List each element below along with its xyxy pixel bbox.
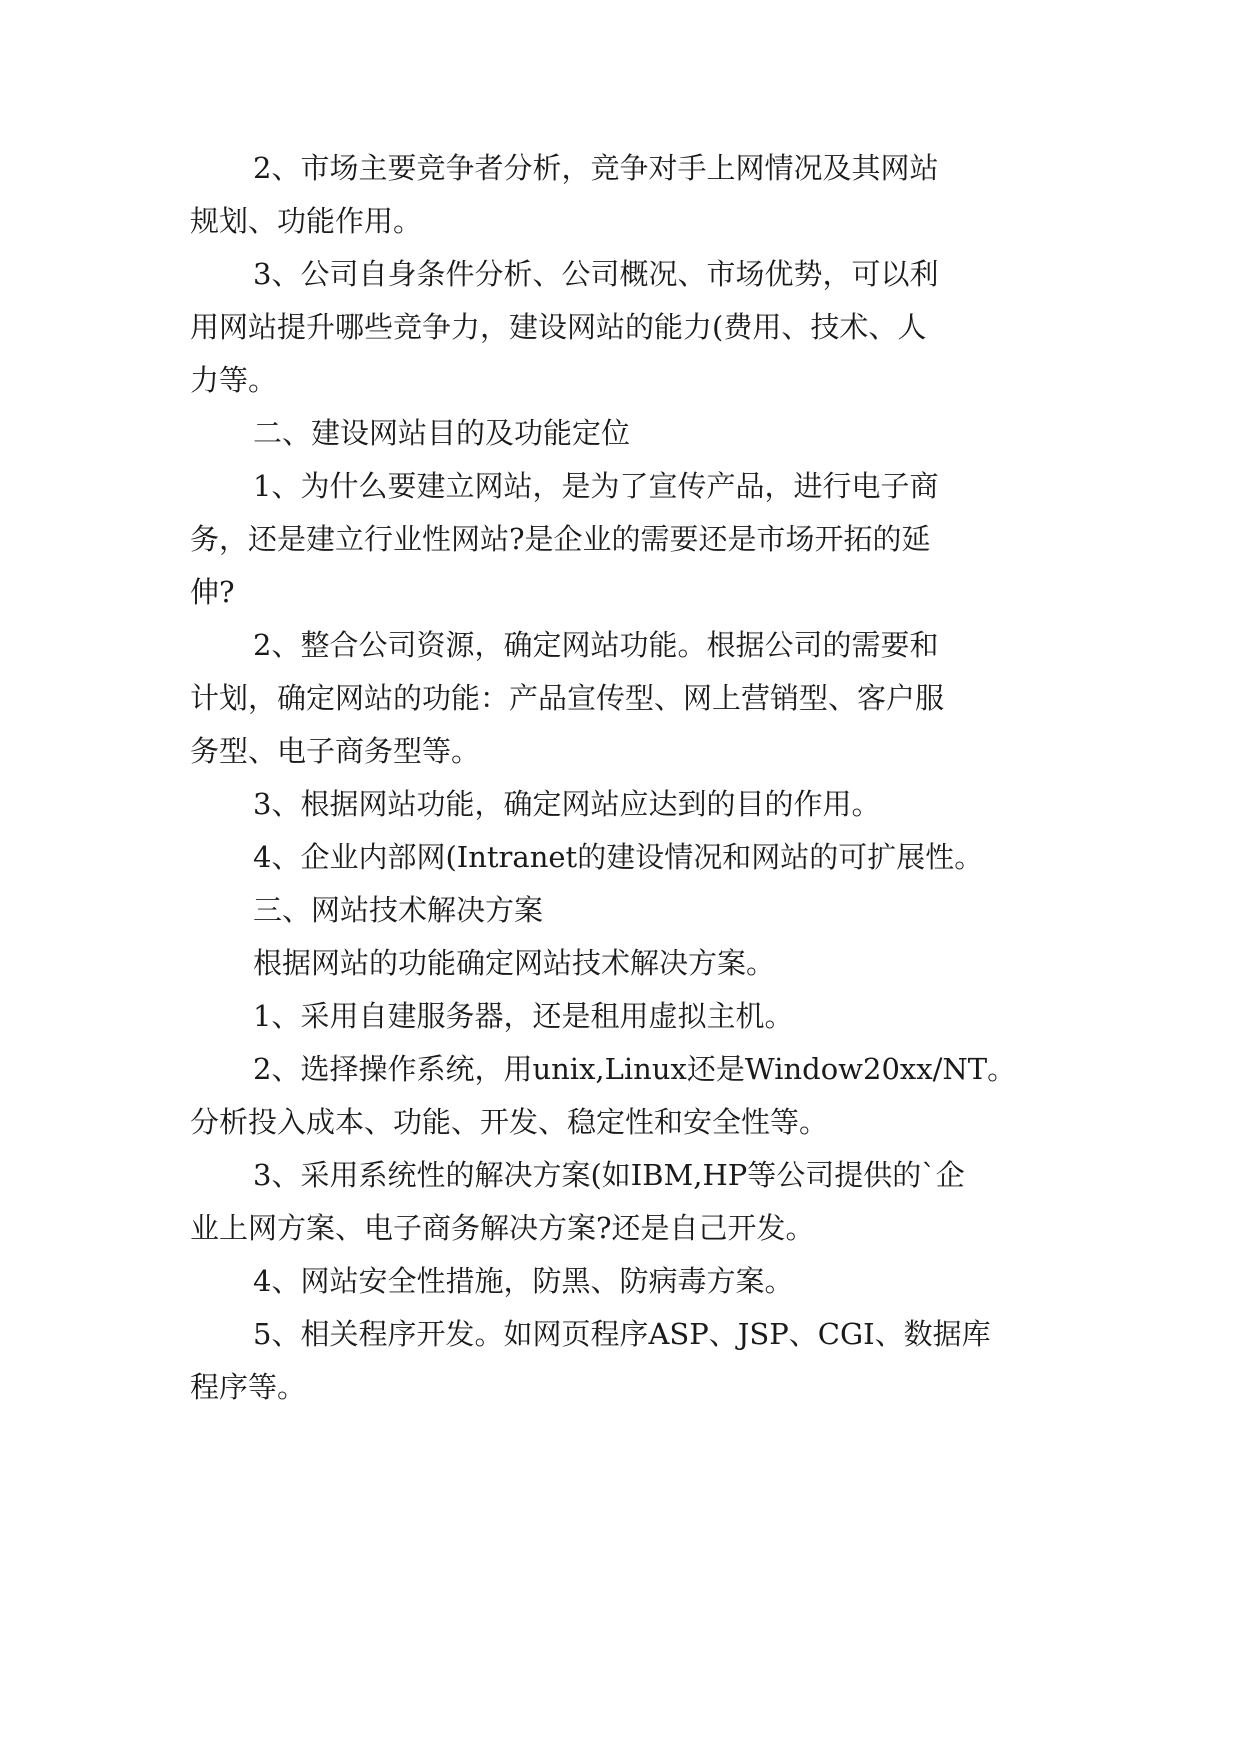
paragraph-line: 分析投入成本、功能、开发、稳定性和安全性等。 [190, 1105, 829, 1139]
paragraph-line: 3、公司自身条件分析、公司概况、市场优势，可以利 [253, 257, 939, 291]
paragraph-line: 规划、功能作用。 [190, 204, 423, 238]
paragraph-line: 用网站提升哪些竞争力，建设网站的能力(费用、技术、人 [190, 310, 927, 344]
paragraph-line: 务型、电子商务型等。 [190, 734, 481, 768]
section-heading-text: 三、网站技术解决方案 [253, 893, 544, 927]
paragraph-line: 程序等。 [190, 1370, 307, 1404]
paragraph-line: 力等。 [190, 363, 278, 397]
paragraph-line: 3、根据网站功能，确定网站应达到的目的作用。 [253, 787, 881, 821]
section-heading-text: 二、建设网站目的及功能定位 [253, 416, 631, 450]
paragraph-line: 1、为什么要建立网站，是为了宣传产品，进行电子商 [253, 469, 939, 503]
paragraph-line: 1、采用自建服务器，还是租用虚拟主机。 [253, 999, 794, 1033]
paragraph-line: 伸? [190, 575, 235, 609]
paragraph-line: 业上网方案、电子商务解决方案?还是自己开发。 [190, 1211, 815, 1245]
paragraph-line: 5、相关程序开发。如网页程序ASP、JSP、CGI、数据库 [253, 1317, 991, 1351]
paragraph-line: 4、网站安全性措施，防黑、防病毒方案。 [253, 1264, 794, 1298]
paragraph-line: 务，还是建立行业性网站?是企业的需要还是市场开拓的延 [190, 522, 931, 556]
paragraph-line: 4、企业内部网(Intranet的建设情况和网站的可扩展性。 [253, 840, 984, 874]
paragraph-line: 根据网站的功能确定网站技术解决方案。 [253, 946, 776, 980]
paragraph-line: 2、整合公司资源，确定网站功能。根据公司的需要和 [253, 628, 939, 662]
paragraph-line: 3、采用系统性的解决方案(如IBM,HP等公司提供的`企 [253, 1158, 965, 1192]
paragraph-line: 2、选择操作系统，用unix,Linux还是Window20xx/NT。 [253, 1052, 1017, 1086]
paragraph-line: 2、市场主要竞争者分析，竞争对手上网情况及其网站 [253, 151, 939, 185]
paragraph-line: 计划，确定网站的功能：产品宣传型、网上营销型、客户服 [190, 681, 945, 715]
